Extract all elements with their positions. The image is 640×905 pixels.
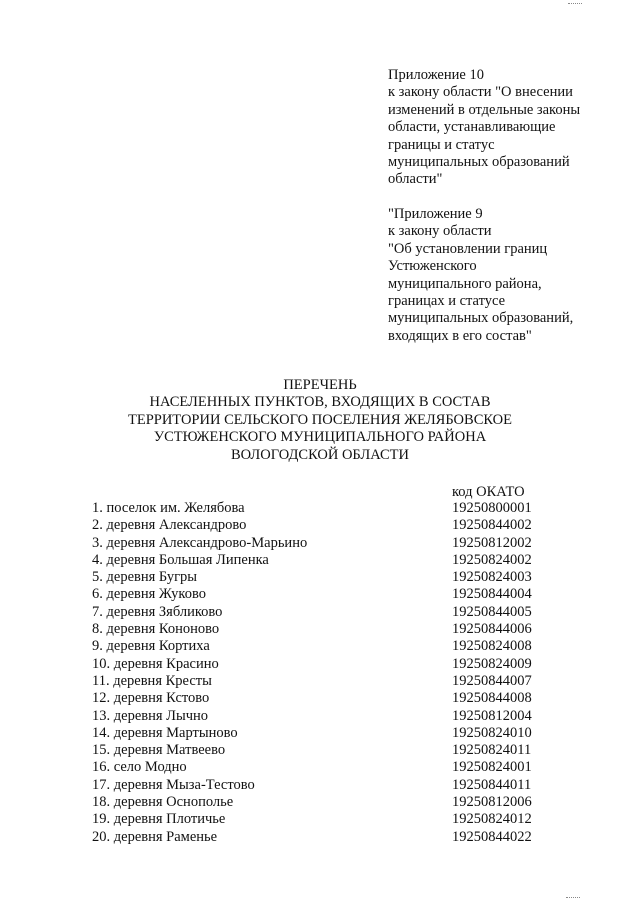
list-item [92, 829, 552, 846]
settlement-name: 12. деревня Кстово [92, 690, 210, 707]
okato-code: 19250824010 [452, 724, 532, 741]
settlement-name: 8. деревня Кононово [92, 621, 220, 638]
list-item [92, 759, 552, 776]
okato-code: 19250844004 [452, 586, 532, 603]
list-item [92, 742, 552, 759]
settlement-name: 10. деревня Красино [92, 655, 219, 672]
settlement-name: 15. деревня Матвеево [92, 742, 226, 759]
list-item [92, 725, 552, 742]
okato-code: 19250824009 [452, 655, 532, 672]
okato-code: 19250844008 [452, 690, 532, 707]
settlements-list [92, 500, 552, 846]
settlement-name: 11. деревня Кресты [92, 672, 212, 689]
list-item [92, 638, 552, 655]
okato-code: 19250812004 [452, 707, 532, 724]
list-item [92, 621, 552, 638]
settlement-name: 20. деревня Раменье [92, 828, 218, 845]
list-item [92, 604, 552, 621]
settlement-name: 16. село Модно [92, 759, 187, 776]
list-item [92, 690, 552, 707]
okato-code: 19250800001 [452, 500, 532, 516]
list-item [92, 535, 552, 552]
list-item [92, 552, 552, 569]
appendix-9-note: "Приложение 9 к закону области "Об установлении границ Устюженского муниципального района, границах и статусе муниципальных образований, входящих в его состав" [388, 206, 574, 344]
settlement-name: 13. деревня Лычно [92, 707, 209, 724]
okato-code: 19250812006 [452, 794, 532, 811]
okato-code-header: код ОКАТО [452, 484, 525, 500]
list-item [92, 586, 552, 603]
okato-code: 19250824001 [452, 759, 532, 776]
okato-code: 19250824002 [452, 551, 532, 568]
document-title: ПЕРЕЧЕНЬ НАСЕЛЕННЫХ ПУНКТОВ, ВХОДЯЩИХ В СОСТАВ ТЕРРИТОРИИ СЕЛЬСКОГО ПОСЕЛЕНИЯ ЖЕЛЯБОВСКОЕ УСТЮЖЕНСКОГО МУНИЦИПАЛЬНОГО РАЙОНА ВОЛОГОДСКОЙ ОБЛАСТИ [127, 377, 513, 463]
okato-code: 19250844006 [452, 621, 532, 638]
settlement-name: 14. деревня Мартыново [92, 724, 238, 741]
scan-mark-top [568, 0, 582, 4]
settlement-name: 18. деревня Оснополье [92, 794, 234, 811]
list-item [92, 708, 552, 725]
okato-code: 19250824008 [452, 638, 532, 655]
settlement-name: 7. деревня Зябликово [92, 603, 223, 620]
okato-code: 19250812002 [452, 534, 532, 551]
settlement-name: 3. деревня Александрово-Марьино [92, 534, 308, 551]
list-item [92, 811, 552, 828]
list-item [92, 794, 552, 811]
list-item [92, 656, 552, 673]
appendix-10-note: Приложение 10 к закону области "О внесении изменений в отдельные законы области, устанавливающие границы и статус муниципальных образований области" [388, 67, 581, 188]
settlement-name: 6. деревня Жуково [92, 586, 206, 603]
list-item [92, 777, 552, 794]
okato-code: 19250844005 [452, 603, 532, 620]
settlement-name: 1. поселок им. Желябова [92, 500, 245, 516]
settlement-name: 17. деревня Мыза-Тестово [92, 776, 255, 793]
settlement-name: 19. деревня Плотичье [92, 811, 226, 828]
settlement-name: 5. деревня Бугры [92, 569, 198, 586]
okato-code: 19250824012 [452, 811, 532, 828]
settlement-name: 9. деревня Кортиха [92, 638, 210, 655]
okato-code: 19250844022 [452, 828, 532, 845]
okato-code: 19250844011 [452, 776, 532, 793]
settlement-name: 2. деревня Александрово [92, 517, 247, 534]
list-item [92, 569, 552, 586]
okato-code: 19250824011 [452, 742, 532, 759]
list-item [92, 673, 552, 690]
okato-code: 19250844007 [452, 672, 532, 689]
settlement-name: 4. деревня Большая Липенка [92, 551, 269, 568]
list-item [92, 517, 552, 534]
okato-code: 19250824003 [452, 569, 532, 586]
list-item [92, 500, 552, 517]
okato-code: 19250844002 [452, 517, 532, 534]
scan-mark-bottom [566, 897, 580, 901]
